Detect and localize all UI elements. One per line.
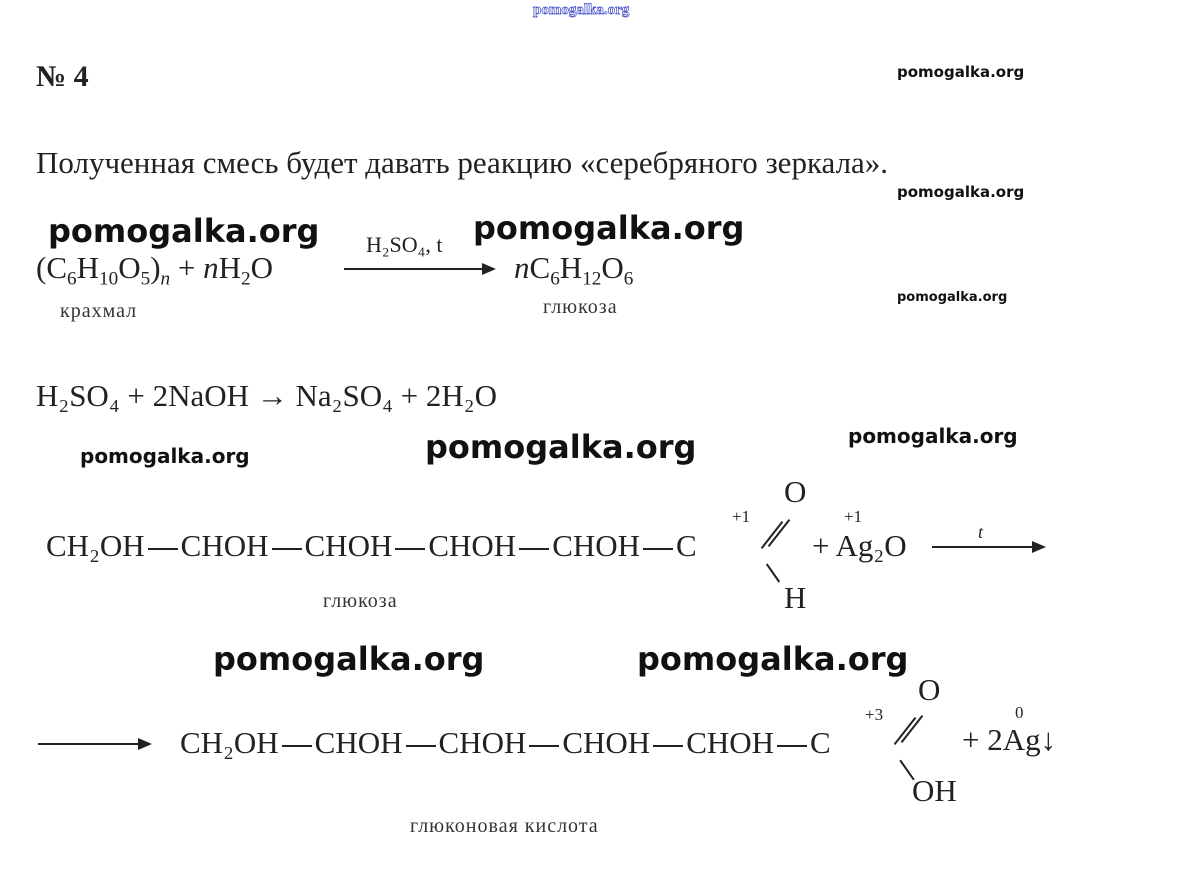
chain-unit: CHOH [552,528,641,563]
glucose-formula: $nC_6H_{12}O_6$ [514,250,634,290]
chain-unit: CHOH [438,725,527,760]
task-statement: Полученная смесь будет давать реакцию «серебряного зеркала». [36,145,889,180]
heat-condition: t [978,522,984,542]
carboxyl-carbon: C [810,725,831,760]
double-bond [894,717,917,745]
chain-unit: CHOH [304,528,393,563]
silver-oxide: + Ag₂O [812,528,907,563]
chain-unit: CHOH [428,528,517,563]
oxidation-state: +3 [865,705,884,724]
watermark: pomogalka.org [897,183,1025,201]
starch-formula: $(C_6H_{10}O_5)_n + nH_2O$ [36,250,274,290]
watermark: pomogalka.org [80,444,250,468]
watermark: pomogalka.org [473,209,745,247]
watermark: pomogalka.org [48,212,320,250]
chain-unit: CHOH [314,725,403,760]
carboxyl-oxygen: O [918,672,941,707]
starch-label: крахмал [60,300,138,322]
silver-precipitate: + 2Ag↓ [962,722,1057,757]
watermark: pomogalka.org [897,63,1025,81]
reaction-arrow [932,546,1044,548]
glucose-label: глюкоза [323,590,398,612]
chain-start: CH₂OH [180,725,279,760]
glucose-label: глюкоза [543,296,618,318]
watermark: pomogalka.org [425,428,697,466]
neutralization-equation: H₂SO₄ + 2NaOH → Na₂SO₄ + 2H₂O [36,378,497,413]
watermark: pomogalka.org [213,640,485,678]
chain-unit: CHOH [180,528,269,563]
oxidation-state: 0 [1015,703,1024,722]
aldehyde-hydrogen: H [784,580,807,615]
watermark: pomogalka.org [848,424,1018,448]
watermark-top: pomogalka.org [533,2,630,18]
chain-unit: CHOH [562,725,651,760]
task-number: № 4 [36,60,89,93]
gluconic-acid-label: глюконовая кислота [410,815,599,837]
watermark: pomogalka.org [897,290,1008,305]
reaction-arrow [38,743,150,745]
aldehyde-carbon: C [676,528,697,563]
double-bond [761,521,784,549]
gluconic-chain [180,725,831,761]
oxidation-state: +1 [844,507,863,526]
chain-unit: CHOH [686,725,775,760]
carboxyl-hydroxyl: OH [912,773,957,808]
reaction-arrow [344,268,494,270]
oxidation-state: +1 [732,507,751,526]
aldehyde-oxygen: O [784,474,807,509]
single-bond [766,563,780,582]
watermark: pomogalka.org [637,640,909,678]
reaction-conditions: H₂SO₄, t [366,232,443,257]
glucose-chain [46,528,697,564]
chain-start: CH₂OH [46,528,145,563]
